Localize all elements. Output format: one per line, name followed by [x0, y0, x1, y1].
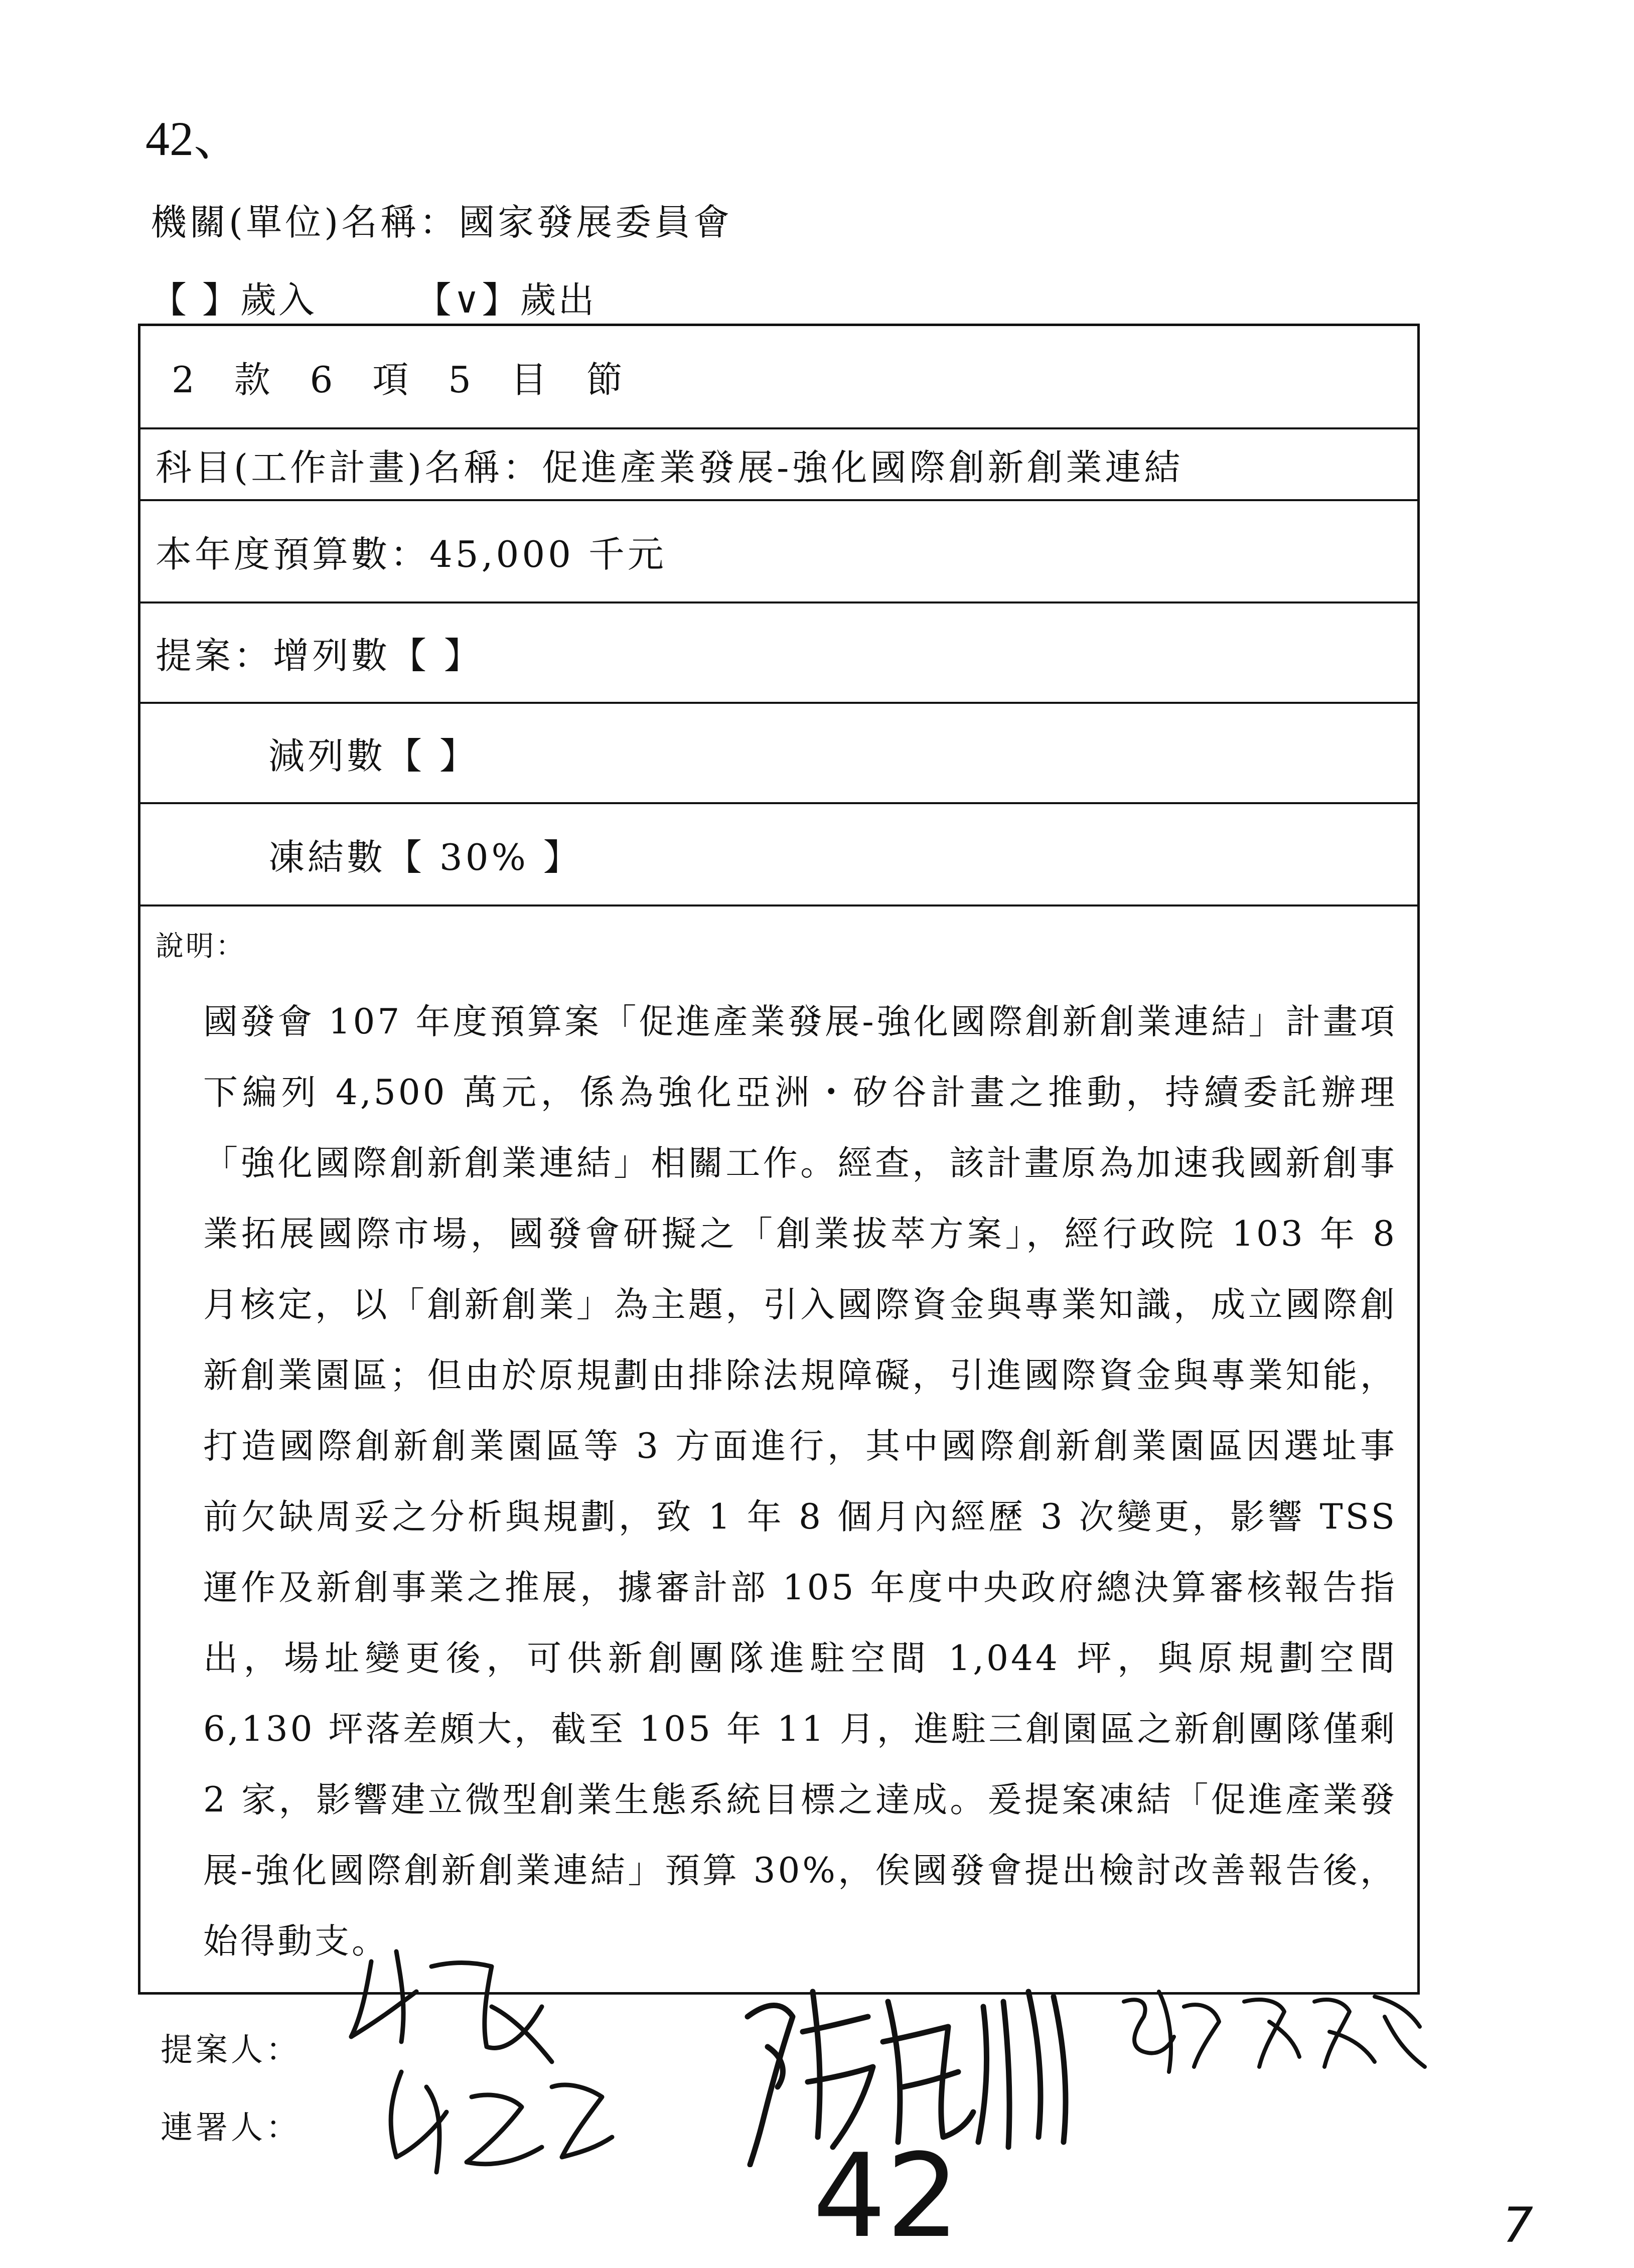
revenue-option: 【 】歲入	[151, 279, 317, 321]
stamp-number: 42	[813, 2130, 960, 2263]
expenditure-option: 【∨】歲出	[415, 279, 597, 321]
explanation-row	[140, 906, 1417, 1992]
document-number: 42、	[145, 112, 242, 166]
freeze-row	[140, 804, 1417, 906]
proposal-decrease: 減列數【 】	[268, 735, 479, 777]
proposal-form	[138, 324, 1420, 1995]
budget-amount: 本年度預算數：45,000 千元	[156, 533, 667, 575]
category-code: 2 款 6 項 5 目 節	[172, 359, 637, 401]
subject-name: 科目(工作計畫)名稱：促進產業發展-強化國際創新創業連結	[156, 446, 1183, 489]
cosigner-label: 連署人：	[161, 2109, 301, 2147]
proposal-freeze: 凍結數【 30% 】	[268, 836, 582, 878]
explanation-label: 說明：	[156, 930, 246, 963]
revenue-expenditure-line	[151, 271, 596, 323]
agency-name: 機關(單位)名稱：國家發展委員會	[151, 201, 733, 243]
increase-row	[140, 603, 1417, 704]
explanation-text: 國發會 107 年度預算案「促進產業發展-強化國際創新創業連結」計畫項下編列 4,500 萬元，係為強化亞洲・矽谷計畫之推動，持續委託辦理「強化國際創新創業連結」相關工作。經查，該計畫原為加速我國新創事業拓展國際市場，國發會研擬之「創業拔萃方案」，經行政院 103 年 8 月核定，以「創新創業」為主題，引入國際資金與專業知識，成立國際創新創業園區；但由於原規劃由排除法規障礙，引進國際資金與專業知能，打造國際創新創業園區等 3 方面進行，其中國際創新創業園區因選址事前欠缺周妥之分析與規劃，致 1 年 8 個月內經歷 3 次變更，影響 TSS 運作及新創事業之推展，據審計部 105 年度中央政府總決算審核報告指出，場址變更後，可供新創團隊進駐空間 1,044 坪，與原規劃空間 6,130 坪落差頗大，截至 105 年 11 月，進駐三創園區之新創團隊僅剩 2 家，影響建立微型創業生態系統目標之達成。爰提案凍結「促進產業發展-強化國際創新創業連結」預算 30%，俟國發會提出檢討改善報告後，始得動支。	[203, 1002, 1397, 1961]
proposer-signature	[341, 1946, 622, 2182]
budget-row	[140, 501, 1417, 603]
decrease-row	[140, 704, 1417, 804]
category-row	[140, 326, 1417, 429]
proposal-increase: 提案：增列數【 】	[156, 635, 483, 677]
proposer-label: 提案人：	[161, 2032, 301, 2069]
cosigner-signature-2	[1114, 1982, 1435, 2082]
subject-row	[140, 429, 1417, 501]
page-mark: 7	[1503, 2197, 1534, 2253]
